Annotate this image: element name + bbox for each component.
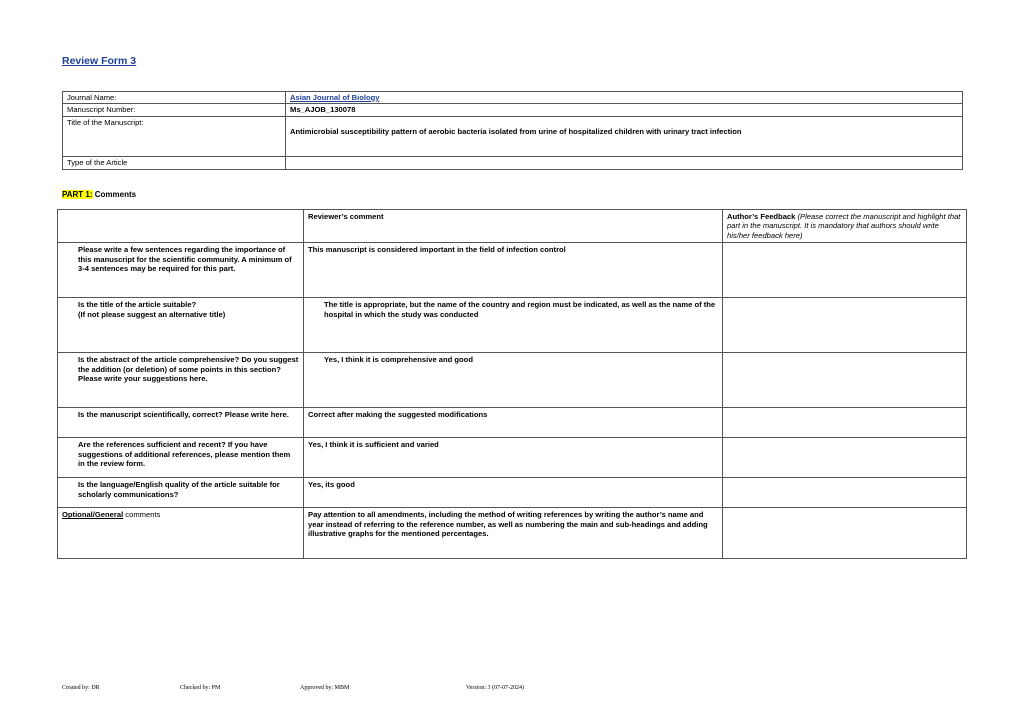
article-type-label: Type of the Article — [63, 156, 286, 169]
manuscript-title-label: Title of the Manuscript: — [63, 116, 286, 156]
footer-created: Created by: DR — [62, 685, 100, 691]
footer-version: Version: 3 (07-07-2024) — [466, 685, 524, 691]
article-type-value[interactable] — [286, 156, 963, 169]
answer-language: Yes, its good — [304, 478, 723, 508]
table-row — [58, 478, 967, 508]
part1-prefix: PART 1: — [62, 190, 93, 199]
answer-scientific: Correct after making the suggested modifications — [304, 408, 723, 438]
journal-label: Journal Name: — [63, 92, 286, 104]
table-row — [58, 243, 967, 298]
manuscript-info-table — [62, 91, 963, 170]
question-references: Are the references sufficient and recent? If you have suggestions of additional references, please mention them in the review form. — [58, 438, 304, 478]
comments-table — [57, 209, 967, 559]
answer-abstract: Yes, I think it is comprehensive and good — [304, 353, 723, 408]
author-feedback-cell[interactable] — [723, 298, 967, 353]
article-type-row — [63, 156, 963, 169]
optional-comments-label — [58, 508, 304, 559]
part1-heading — [62, 190, 136, 199]
author-feedback-cell[interactable] — [723, 438, 967, 478]
manuscript-title-value: Antimicrobial susceptibility pattern of aerobic bacteria isolated from urine of hospitalized children with urinary tract infection — [286, 116, 963, 156]
footer-approved: Approved by: MBM — [300, 685, 350, 691]
journal-value[interactable] — [286, 92, 963, 104]
question-language: Is the language/English quality of the article suitable for scholarly communications? — [58, 478, 304, 508]
form-title: Review Form 3 — [62, 55, 137, 67]
author-feedback-header — [723, 210, 967, 243]
footer-checked: Checked by: PM — [180, 685, 221, 691]
header-empty-cell — [58, 210, 304, 243]
author-feedback-cell[interactable] — [723, 508, 967, 559]
answer-importance: This manuscript is considered important in the field of infection control — [304, 243, 723, 298]
table-row — [58, 408, 967, 438]
question-abstract: Is the abstract of the article comprehensive? Do you suggest the addition (or deletion) of some points in this section? Please write your suggestions here. — [58, 353, 304, 408]
author-feedback-title: Author’s Feedback — [727, 212, 796, 221]
reviewer-comment-header: Reviewer’s comment — [304, 210, 723, 243]
question-scientific: Is the manuscript scientifically, correct? Please write here. — [58, 408, 304, 438]
comments-header-row — [58, 210, 967, 243]
answer-title: The title is appropriate, but the name of the country and region must be indicated, as well as the name of the hospital in which the study was conducted — [304, 298, 723, 353]
question-title: Is the title of the article suitable? (If not please suggest an alternative title) — [58, 298, 304, 353]
manuscript-number-row — [63, 104, 963, 116]
answer-references: Yes, I think it is sufficient and varied — [304, 438, 723, 478]
manuscript-title-row — [63, 116, 963, 156]
question-importance: Please write a few sentences regarding the importance of this manuscript for the scientific community. A minimum of 3-4 sentences may be required for this part. — [58, 243, 304, 298]
manuscript-number-label: Manuscript Number: — [63, 104, 286, 116]
table-row — [58, 438, 967, 478]
part1-title: Comments — [92, 190, 137, 199]
author-feedback-cell[interactable] — [723, 478, 967, 508]
manuscript-number-value: Ms_AJOB_130078 — [286, 104, 963, 116]
table-row — [58, 508, 967, 559]
table-row — [58, 298, 967, 353]
optional-comments-text: comments — [123, 510, 161, 520]
optional-general-text: Optional/General — [62, 510, 124, 520]
author-feedback-note: (Please correct the manuscript and highlight that part in the manuscript. It is mandatory that authors should write his/her feedback here) — [727, 212, 961, 240]
author-feedback-cell[interactable] — [723, 408, 967, 438]
table-row — [58, 353, 967, 408]
journal-row — [63, 92, 963, 104]
journal-link[interactable]: Asian Journal of Biology — [290, 93, 380, 102]
author-feedback-cell[interactable] — [723, 353, 967, 408]
author-feedback-cell[interactable] — [723, 243, 967, 298]
answer-optional: Pay attention to all amendments, including the method of writing references by writing the author’s name and year instead of referring to the reference number, as well as numbering the main and sub-headings and adding illustrative graphs for the mentioned percentages. — [304, 508, 723, 559]
